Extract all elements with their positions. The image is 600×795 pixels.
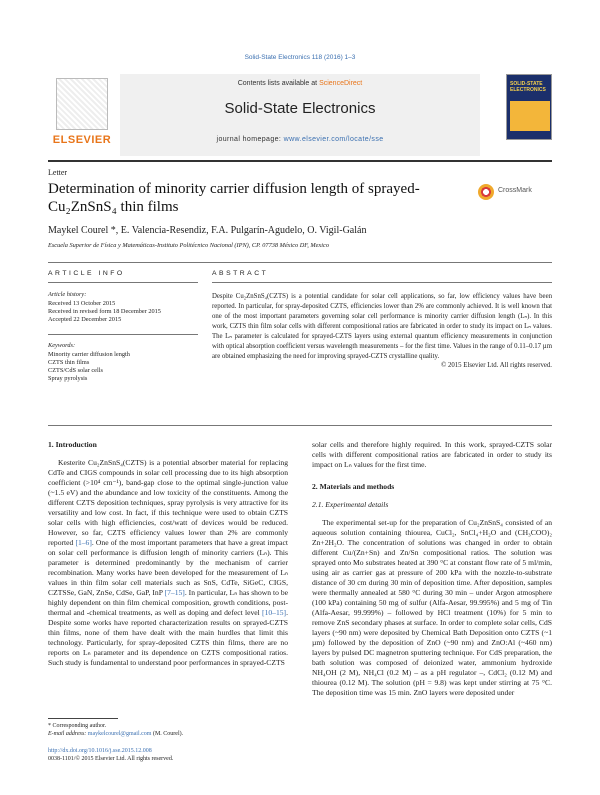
- cover-title: SOLID-STATE ELECTRONICS: [510, 81, 546, 93]
- experimental-paragraph: The experimental set-up for the preparation of Cu₂ZnSnS₄ consisted of an aqueous solution containing thiourea, CuCl₂, SnCl₄+H₂O and (CH₃COO)₂ Zn+2H₂O. The concentration of solutions was changed in order to obtain different Cu/(Zn+Sn) and Zn/Sn compositional ratios. The solution was sprayed onto Mo substrates heated at 390 °C at constant flow rate of 5 ml/min, using air as carrier gas at pressure of 200 kPa with the nozzle-to-substrate distance of 30 cm during 30 min of deposition time. After deposition, samples were thermally annealed at 580 °C during 30 min – under Argon atmosphere (100 kPa) containing 50 mg of sulfur (Alfa-Aesar, 99.995%) and 5 mg of Tin (Alfa-Aesar, 99.999%) – followed by HCl treatment (10%) for 5 min to remove ZnS secondary phases at surface. In order to complete solar cells, CdS layers (~90 nm) were deposited by Chemical Bath Deposition onto CZTS (~1 µm) followed by the deposition of ZnO (~90 nm) and ZnO:Al (~460 nm) layers by pulsed DC magnetron sputtering technique. For CdS preparation, the bath solution was composed of deionized water, ammonium hydroxide NH₄OH (2 M), NH₄Cl (0.2 M) – as a pH regulator –, CdCl₂ (0.12 M) and thiourea (0.12 M). The solution (pH = 9.8) was kept under stirring at 75 °C. The deposition time was 15 min. ZnO layers were deposited under: [312, 518, 552, 697]
- doi-text[interactable]: http://dx.doi.org/10.1016/j.sse.2015.12.008: [48, 748, 152, 754]
- crossmark-icon: [478, 184, 494, 200]
- intro-text-1: Kesterite Cu₂ZnSnS₄(CZTS) is a potential absorber material for replacing CdTe and CIGS compounds in solar cell processing due to its high absorption coefficient (>10⁴ cm⁻¹), band-gap close to the optimal single-junction value (~1.5 eV) and the abundance and low toxicity of the constituents. Among the different CZTS deposition techniques, spray pyrolysis is very attractive for its versatility and low cost. In fact, if this technique were used to obtain CZTS solar cells with high efficiencies, cost/watt of devices would be reduced. However, so far, CZTS efficiency values lower than 2% are commonly reported: [48, 458, 288, 547]
- homepage-link[interactable]: www.elsevier.com/locate/sse: [283, 136, 384, 143]
- crossmark-button[interactable]: [478, 184, 552, 202]
- homepage-prefix: journal homepage:: [216, 136, 284, 143]
- elsevier-tree-icon: [56, 78, 108, 130]
- article-title: Determination of minority carrier diffusion length of sprayed-Cu₂ZnSnS₄ thin films: [48, 181, 420, 215]
- cover-graphic: [510, 101, 550, 131]
- sciencedirect-link[interactable]: ScienceDirect: [319, 80, 363, 87]
- abstract-copyright: © 2015 Elsevier Ltd. All rights reserved.: [441, 362, 552, 369]
- abstract-label: ABSTRACT: [212, 270, 269, 277]
- elsevier-logo[interactable]: [48, 74, 116, 156]
- elsevier-wordmark: ELSEVIER: [52, 134, 112, 146]
- history-received: Received 13 October 2015: [48, 300, 116, 307]
- history-heading: Article history:: [48, 291, 87, 298]
- keyword-item: Spray pyrolysis: [48, 375, 88, 382]
- intro-text-2: . One of the most important parameters that have a great impact on solar cell performance is diffusion length of minority carriers (Lₙ). This parameter is determined predominantly by the mechanism of carrier recombination. Many works have been developed for the measurement of Lₙ values in thin film solar cell materials such as SnS, CdTe, SiGeC, CIGS, CZTSSe, GaN, ZnSe, CdSe, GaP, InP: [48, 538, 288, 597]
- info-divider: [48, 262, 552, 263]
- article-info-underline: [48, 282, 198, 283]
- affiliation: Escuela Superior de Física y Matemáticas-Instituto Politécnico Nacional (IPN), CP. 07738 México DF, Mexico: [48, 242, 329, 249]
- experimental-subheading: 2.1. Experimental details: [312, 500, 389, 509]
- keywords-divider: [48, 334, 198, 335]
- email-link[interactable]: maykelcourel@gmail.com: [87, 731, 152, 737]
- right-paragraph-continued: solar cells and therefore highly required. In this work, sprayed-CZTS solar cells with different compositional ratios are fabricated in order to study its impact on Lₙ values for the first time.: [312, 440, 552, 469]
- abstract-text: Despite Cu₂ZnSnS₄(CZTS) is a potential candidate for solar cell applications, so far, low efficiency values have been reported. In particular, for spray-deposited CZTS, efficiencies lower than 2% are commonly achieved. It is well known that one of the most important parameters governing solar cell performance is minority carrier diffusion length (Lₙ). In this work, CZTS thin film solar cells with different compositional ratios are fabricated in order to study its impact on Lₙ values. The Lₙ parameter is calculated for sprayed-CZTS layers using external quantum efficiency measurements in conjunction with optical absorption coefficient versus wavelength measurements – for the first time. Values in the range of 0.11–0.17 µm are obtained emphasizing the need for improving sprayed-CZTS crystalline quality.: [212, 293, 552, 360]
- citation-link[interactable]: [7–15]: [164, 588, 185, 597]
- history-accepted: Accepted 22 December 2015: [48, 316, 122, 323]
- header-divider: [48, 160, 552, 162]
- methods-heading: 2. Materials and methods: [312, 482, 395, 491]
- body-column-right: [312, 440, 552, 698]
- keyword-item: CZTS thin films: [48, 359, 90, 366]
- journal-cover-thumbnail[interactable]: [506, 74, 552, 140]
- body-divider: [48, 425, 552, 426]
- footnote-divider: [48, 718, 118, 719]
- keywords-heading: Keywords:: [48, 342, 76, 349]
- email-prefix: E-mail address:: [48, 731, 88, 737]
- contents-prefix: Contents lists available at: [237, 80, 320, 87]
- citation-link[interactable]: [10–15]: [262, 608, 287, 617]
- article-type: Letter: [48, 168, 68, 177]
- author-list: Maykel Courel *, E. Valencia-Resendiz, F.A. Pulgarín-Agudelo, O. Vigil-Galán: [48, 225, 367, 236]
- contents-line: [120, 80, 480, 87]
- doi-link[interactable]: [48, 748, 152, 754]
- journal-title: Solid-State Electronics: [224, 100, 376, 117]
- body-column-left: [48, 440, 288, 668]
- intro-text-4: . Despite some works have reported characterization results on sprayed-CZTS thin films, none of them have dealt with the main hurdles that limit this technology. Particularly, for spray-deposited CZTS thin films, there are no reports on Lₙ parameter and its dependence on CZTS compositional ratios. Such study is fundamental to understand poor performances in sprayed-CZTS: [48, 608, 288, 667]
- email-note: [48, 731, 183, 737]
- introduction-heading: 1. Introduction: [48, 440, 97, 449]
- intro-text-3: . In particular, Lₙ has shown to be highly dependent on thin film chemical composition, growth conditions, post-thermal and -chemical treatments, as well as doping and defect level: [48, 588, 288, 617]
- journal-banner: [120, 74, 480, 156]
- corresponding-author-note: * Corresponding author.: [48, 723, 107, 729]
- issn-line: 0038-1101/© 2015 Elsevier Ltd. All rights reserved.: [48, 756, 174, 762]
- article-info-label: ARTICLE INFO: [48, 270, 125, 277]
- masthead: [48, 74, 552, 156]
- crossmark-label: CrossMark: [498, 187, 532, 194]
- email-suffix: (M. Courel).: [151, 731, 184, 737]
- journal-citation[interactable]: Solid-State Electronics 118 (2016) 1–3: [244, 54, 356, 61]
- homepage-line: [120, 136, 480, 143]
- abstract-underline: [212, 282, 552, 283]
- keyword-item: Minority carrier diffusion length: [48, 351, 130, 358]
- history-revised: Received in revised form 18 December 2015: [48, 308, 161, 315]
- introduction-paragraph: [48, 458, 288, 668]
- citation-link[interactable]: [1–6]: [75, 538, 92, 547]
- keyword-item: CZTS/CdS solar cells: [48, 367, 103, 374]
